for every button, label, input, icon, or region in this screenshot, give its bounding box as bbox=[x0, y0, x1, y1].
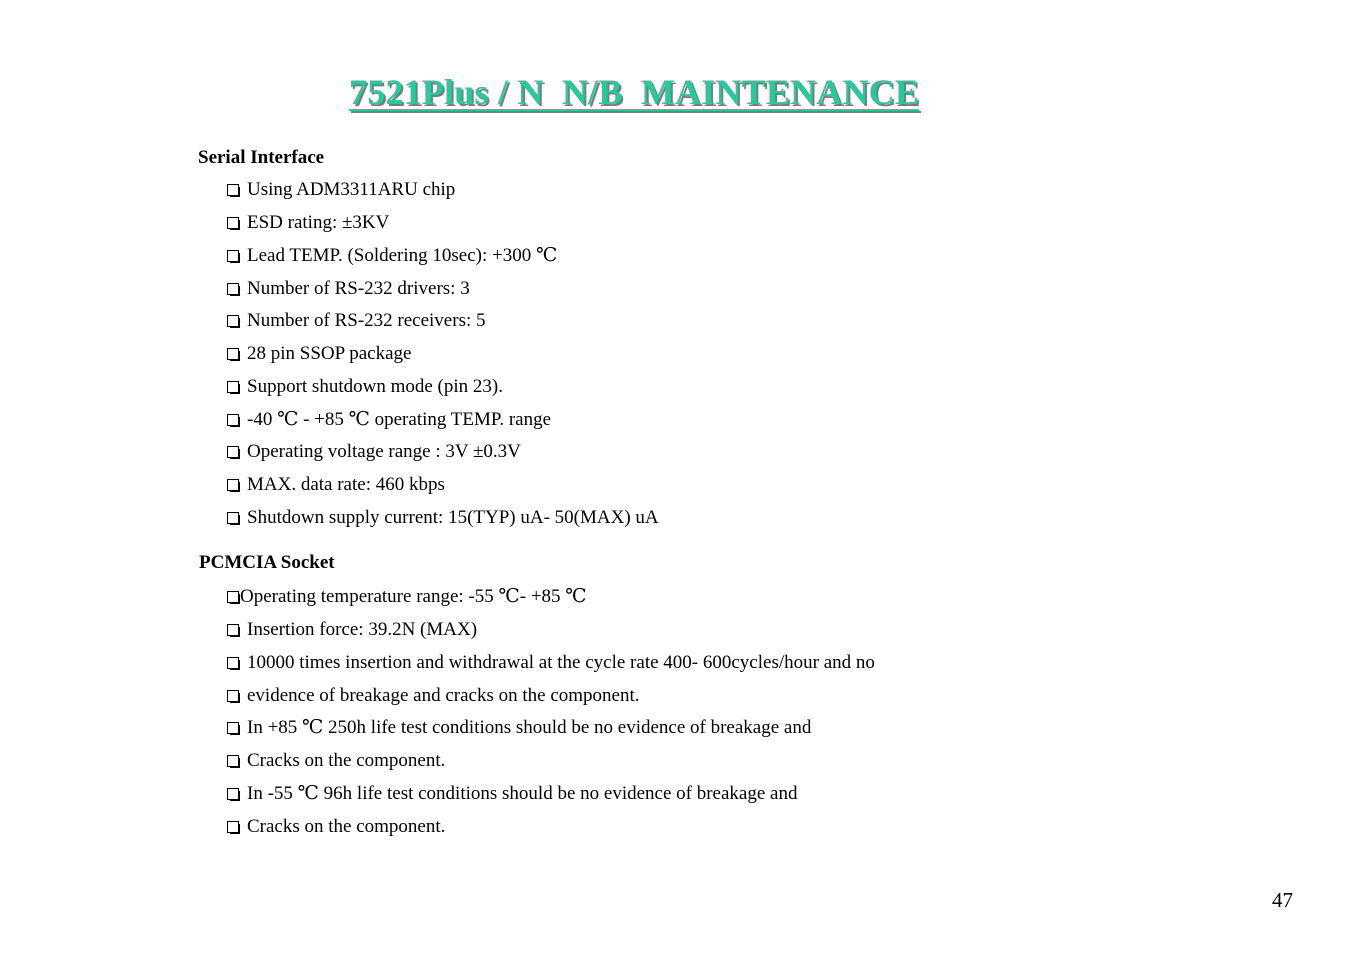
section-heading: PCMCIA Socket bbox=[199, 552, 335, 573]
item-text: MAX. data rate: 460 kbps bbox=[247, 474, 445, 496]
checkbox-icon bbox=[227, 591, 239, 603]
checkbox-icon bbox=[227, 283, 239, 295]
item-text: Cracks on the component. bbox=[247, 750, 446, 772]
list-item bbox=[227, 272, 659, 305]
list-item bbox=[227, 679, 875, 712]
list-item bbox=[227, 469, 659, 502]
checkbox-icon bbox=[227, 348, 239, 360]
list-item bbox=[227, 436, 659, 469]
item-text: Using ADM3311ARU chip bbox=[247, 179, 456, 201]
checkbox-icon bbox=[227, 690, 239, 702]
item-text: evidence of breakage and cracks on the component. bbox=[247, 684, 640, 706]
checkbox-icon bbox=[227, 446, 239, 458]
checkbox-icon bbox=[227, 788, 239, 800]
list-item bbox=[227, 745, 875, 778]
list-item bbox=[227, 174, 659, 207]
checkbox-icon bbox=[227, 184, 239, 196]
checkbox-icon bbox=[227, 821, 239, 833]
checkbox-icon bbox=[227, 722, 239, 734]
item-text: In -55 ℃ 96h life test conditions should be no evidence of breakage and bbox=[247, 782, 798, 804]
serial-interface-list bbox=[227, 174, 659, 534]
item-text: ESD rating: ±3KV bbox=[247, 212, 390, 234]
list-item bbox=[227, 240, 659, 273]
item-text: In +85 ℃ 250h life test conditions should be no evidence of breakage and bbox=[247, 717, 812, 739]
item-text: Lead TEMP. (Soldering 10sec): +300 ℃ bbox=[247, 244, 558, 266]
list-item bbox=[227, 371, 659, 404]
checkbox-icon bbox=[227, 624, 239, 636]
checkbox-icon bbox=[227, 479, 239, 491]
item-text: Shutdown supply current: 15(TYP) uA- 50(MAX) uA bbox=[247, 506, 659, 528]
list-item bbox=[227, 207, 659, 240]
page-title: 7521Plus / N N/B MAINTENANCE bbox=[349, 72, 920, 112]
item-text: Insertion force: 39.2N (MAX) bbox=[247, 619, 478, 641]
list-item bbox=[227, 338, 659, 371]
checkbox-icon bbox=[227, 250, 239, 262]
item-text: 10000 times insertion and withdrawal at the cycle rate 400- 600cycles/hour and no bbox=[247, 651, 875, 673]
item-text: Number of RS-232 receivers: 5 bbox=[247, 310, 486, 332]
item-text: Operating temperature range: -55 ℃- +85 ℃ bbox=[240, 586, 587, 608]
list-item bbox=[227, 712, 875, 745]
pcmcia-socket-list bbox=[227, 581, 875, 843]
list-item bbox=[227, 647, 875, 680]
checkbox-icon bbox=[227, 755, 239, 767]
checkbox-icon bbox=[227, 414, 239, 426]
item-text: Cracks on the component. bbox=[247, 815, 446, 837]
list-item bbox=[227, 614, 875, 647]
list-item bbox=[227, 502, 659, 535]
item-text: 28 pin SSOP package bbox=[247, 343, 412, 365]
item-text: Number of RS-232 drivers: 3 bbox=[247, 277, 470, 299]
item-text: Operating voltage range : 3V ±0.3V bbox=[247, 441, 521, 463]
list-item bbox=[227, 403, 659, 436]
checkbox-icon bbox=[227, 657, 239, 669]
section-heading: Serial Interface bbox=[198, 147, 325, 168]
checkbox-icon bbox=[227, 512, 239, 524]
checkbox-icon bbox=[227, 217, 239, 229]
item-text: Support shutdown mode (pin 23). bbox=[247, 375, 503, 397]
list-item bbox=[227, 581, 875, 614]
list-item bbox=[227, 778, 875, 811]
list-item bbox=[227, 305, 659, 338]
page-number: 47 bbox=[1272, 888, 1293, 912]
checkbox-icon bbox=[227, 381, 239, 393]
list-item bbox=[227, 810, 875, 843]
item-text: -40 ℃ - +85 ℃ operating TEMP. range bbox=[247, 408, 552, 430]
checkbox-icon bbox=[227, 315, 239, 327]
